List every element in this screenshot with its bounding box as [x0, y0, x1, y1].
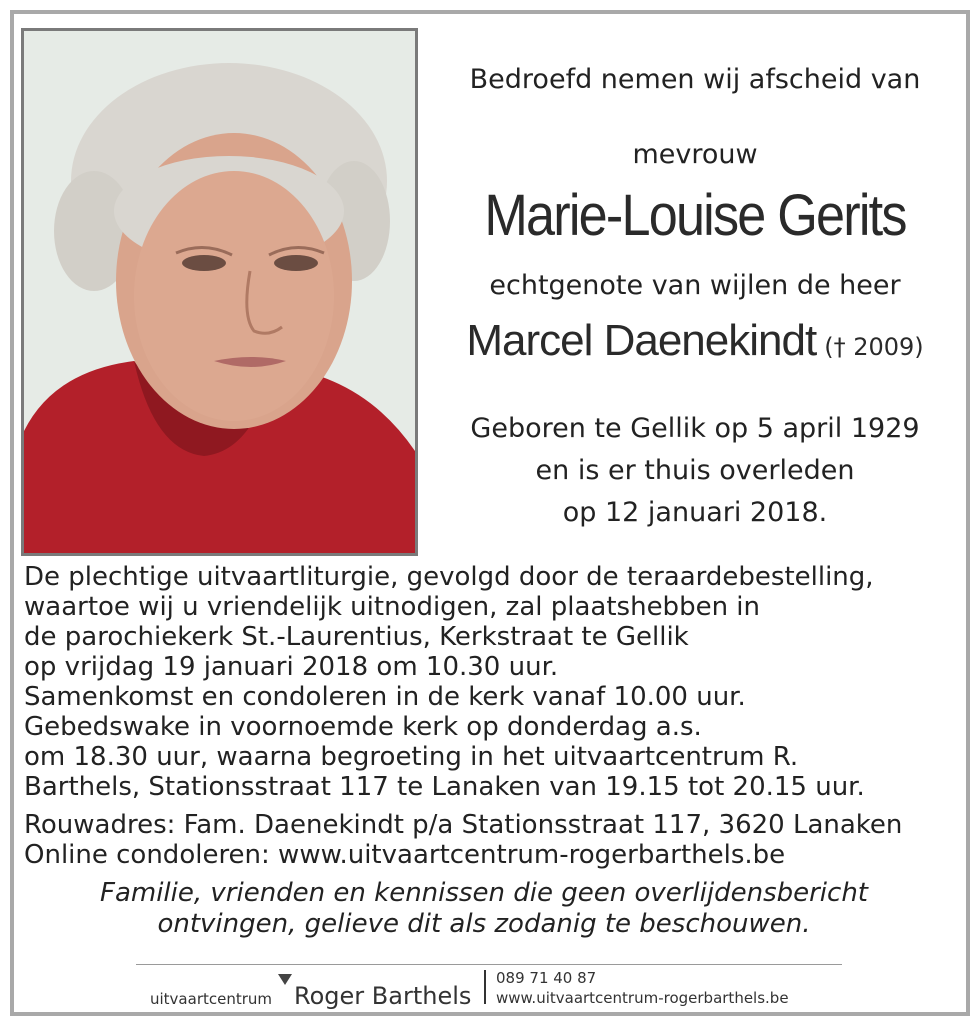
spouse-name: Marcel Daenekindt: [466, 316, 817, 365]
death-line: en is er thuis overleden: [535, 455, 855, 486]
funeral-line: om 18.30 uur, waarna begroeting in het uitvaartcentrum R.: [24, 742, 799, 772]
birth-line: Geboren te Gellik op 5 april 1929: [470, 413, 920, 444]
deceased-name: Marie-Louise Gerits: [484, 183, 906, 248]
intro-text: Bedroefd nemen wij afscheid van: [469, 64, 921, 95]
funeral-details: [24, 562, 964, 870]
funeral-line: waartoe wij u vriendelijk uitnodigen, zal plaatshebben in: [24, 592, 761, 622]
funeral-line: de parochiekerk St.-Laurentius, Kerkstraat te Gellik: [24, 622, 689, 652]
birth-death-block: [430, 408, 960, 534]
footer-separator: [484, 970, 486, 1004]
relation-text: echtgenote van wijlen de heer: [489, 270, 901, 301]
notice-text: [24, 878, 944, 940]
funeral-line: De plechtige uitvaartliturgie, gevolgd door de teraardebestelling,: [24, 562, 874, 592]
footer: [0, 968, 980, 1008]
funeral-line: op vrijdag 19 januari 2018 om 10.30 uur.: [24, 652, 559, 682]
death-date-line: op 12 januari 2018.: [562, 497, 828, 528]
funeral-line: Barthels, Stationsstraat 117 te Lanaken van 19.15 tot 20.15 uur.: [24, 772, 865, 802]
address-line: Rouwadres: Fam. Daenekindt p/a Stationsstraat 117, 3620 Lanaken: [24, 810, 903, 840]
notice-line: Familie, vrienden en kennissen die geen overlijdensbericht: [99, 878, 868, 908]
brand-prefix: uitvaartcentrum: [150, 990, 273, 1008]
spouse-death-year: († 2009): [824, 333, 924, 361]
website-link[interactable]: www.uitvaartcentrum-rogerbarthels.be: [496, 989, 789, 1007]
notice-line: ontvingen, gelieve dit als zodanig te beschouwen.: [157, 909, 811, 939]
portrait-photo: [21, 28, 418, 556]
phone-number: 089 71 40 87: [496, 969, 597, 987]
triangle-logo-icon: [278, 974, 292, 985]
funeral-line: Gebedswake in voornoemde kerk op donderdag a.s.: [24, 712, 702, 742]
funeral-line: Samenkomst en condoleren in de kerk vanaf 10.00 uur.: [24, 682, 746, 712]
footer-divider: [136, 964, 842, 965]
brand-name: Roger Barthels: [294, 982, 472, 1010]
title-text: mevrouw: [632, 139, 758, 170]
online-condolence-line: Online condoleren: www.uitvaartcentrum-rogerbarthels.be: [24, 840, 786, 870]
spouse-line: [430, 316, 960, 366]
